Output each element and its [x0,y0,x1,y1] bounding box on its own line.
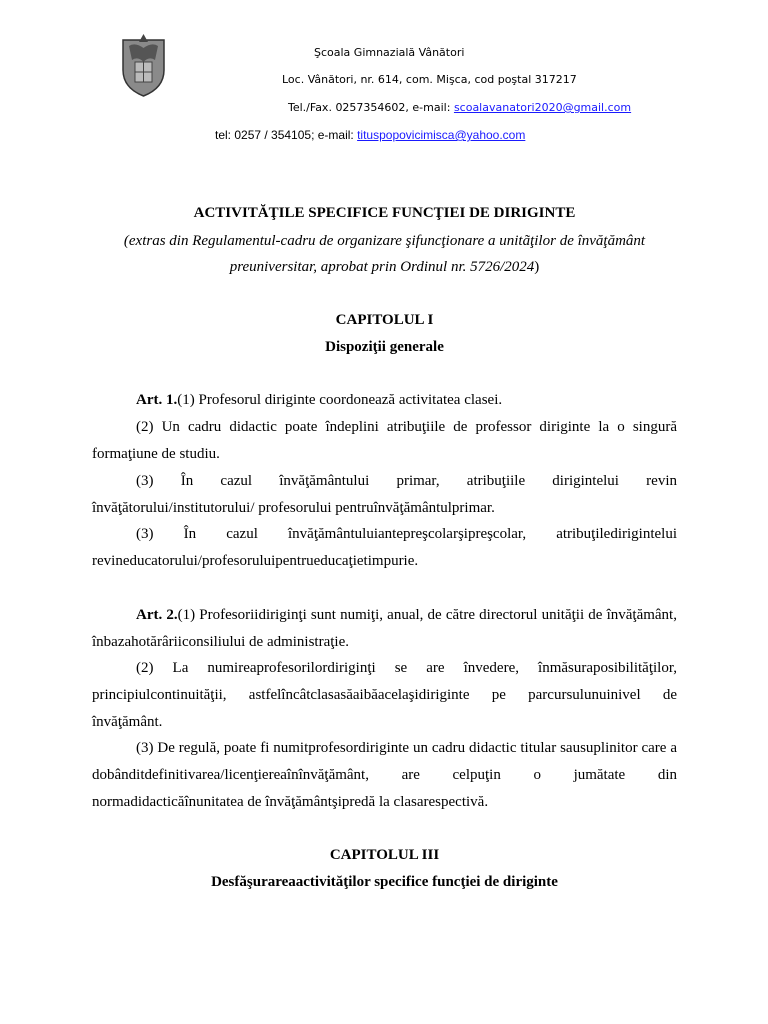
art1-para3: (3) În cazul învăţământului primar, atribuţiile dirigintelui revin învăţătorului/institutorului/ profesorului pentruînvăţământulprimar. [92,473,677,516]
art1-label: Art. 1. [136,392,178,408]
art1-p1-text: (1) Profesorul diriginte coordonează activitatea clasei. [177,392,503,408]
telfax-text: Tel./Fax. 0257354602, e-mail: [288,101,454,114]
chapter-3-name: Desfăşurareaactivităţilor specifice funcţiei de diriginte [211,874,558,890]
subtitle-close-paren: ) [534,259,540,275]
document-subtitle [92,228,677,280]
email-link-school[interactable]: scoalavanatori2020@gmail.com [453,101,632,114]
chapter-3-label: CAPITOLUL III [329,847,440,863]
chapter-1-name: Dispoziţii generale [325,339,444,355]
tel-text: tel: 0257 / 354105; e-mail: [215,128,358,142]
art2-para1 [92,602,677,656]
document-title: ACTIVITĂŢILE SPECIFICE FUNCŢIEI DE DIRIGINTE [193,205,576,221]
subtitle-text: (extras din Regulamentul-cadru de organizare şifuncţionare a unitãţilor de învăţământ preuniversitar, aprobat prin Ordinul nr. 5726/2024 [123,233,646,275]
telfax-line [288,101,631,114]
school-address: Loc. Vânători, nr. 614, com. Mişca, cod poştal 317217 [282,73,577,86]
art2-para2: (2) La numireaprofesorilordiriginţi se are învedere, înmăsuraposibilităţilor, principiulcontinuităţii, astfelîncâtclasasăaibăacelaşidiriginte pe parcursulunuinivel de învăţământ. [92,660,677,730]
art1-para2: (2) Un cadru didactic poate îndeplini atribuţiile de professor diriginte la o singură formaţiune de studiu. [92,419,677,462]
art2-label: Art. 2. [136,607,178,623]
chapter-1-label: CAPITOLUL I [335,312,434,328]
art1-para4: (3) În cazul învăţământuluiantepreşcolarşipreşcolar, atribuţiledirigintelui revineducatorului/profesoruluipentrueducaţietimpurie. [92,526,677,569]
email-link-director[interactable]: tituspopovicimisca@yahoo.com [357,128,526,142]
art2-para3: (3) De regulă, poate fi numitprofesordiriginte un cadru didactic titular sausuplinitor care a dobânditdefinitivarea/licenţiereaînînvăţământ, are celpuţin o jumătate din normadidacticăînunitatea de învăţământşipredă la clasarespectivă. [92,740,677,810]
art1-para1 [92,387,677,414]
art2-p1-text: (1) Profesoriidiriginţi sunt numiţi, anual, de către directorul unităţii de învăţământ, înbazahotărâriiconsiliului de administraţie. [92,607,677,650]
tel-line [215,128,525,142]
school-name: Şcoala Gimnazială Vânători [314,46,465,59]
coat-of-arms-icon [117,30,170,98]
